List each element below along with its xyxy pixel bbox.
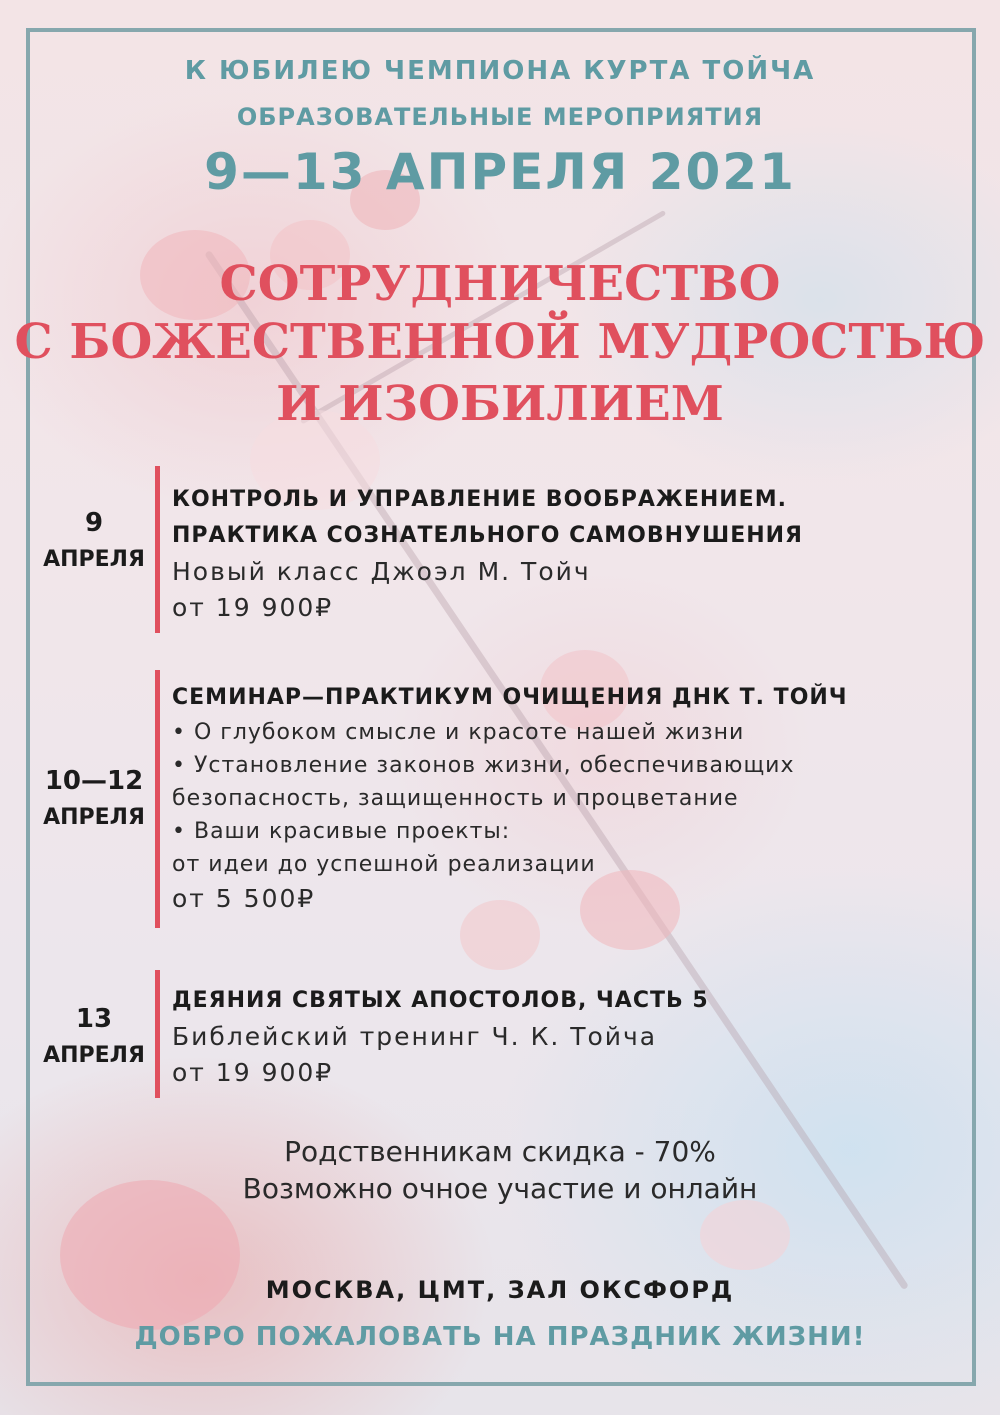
main-title-line-1: СОТРУДНИЧЕСТВО <box>219 256 781 312</box>
event-month: АПРЕЛЯ <box>43 805 145 830</box>
event-list-item: • О глубоком смысле и красоте нашей жизни <box>172 720 745 745</box>
event-list-item: безопасность, защищенность и процветание <box>172 786 739 811</box>
header-events: ОБРАЗОВАТЕЛЬНЫЕ МЕРОПРИЯТИЯ <box>236 103 764 131</box>
event-list-item: • Установление законов жизни, обеспечивающих <box>172 753 795 778</box>
event-date <box>30 504 158 578</box>
main-title-line-2: С БОЖЕСТВЕННОЙ МУДРОСТЬЮ <box>14 314 986 370</box>
format-note: Возможно очное участие и онлайн <box>242 1172 758 1205</box>
header-jubilee: К ЮБИЛЕЮ ЧЕМПИОНА КУРТА ТОЙЧА <box>184 56 816 86</box>
event-location: МОСКВА, ЦМТ, ЗАЛ ОКСФОРД <box>265 1276 735 1304</box>
event-subtitle: Новый класс Джоэл М. Тойч <box>172 557 591 586</box>
event-divider <box>155 970 160 1098</box>
event-heading: КОНТРОЛЬ И УПРАВЛЕНИЕ ВООБРАЖЕНИЕМ. <box>172 487 787 512</box>
event-heading: СЕМИНАР—ПРАКТИКУМ ОЧИЩЕНИЯ ДНК Т. ТОЙЧ <box>172 685 848 710</box>
event-list-item: • Ваши красивые проекты: <box>172 819 511 844</box>
event-day: 10—12 <box>44 766 144 796</box>
event-list-item: от идеи до успешной реализации <box>172 852 596 877</box>
main-title-line-3: И ИЗОБИЛИЕМ <box>276 376 724 432</box>
event-date <box>30 762 158 836</box>
event-date <box>30 1000 158 1074</box>
event-month: АПРЕЛЯ <box>43 1043 145 1068</box>
event-subtitle: Библейский тренинг Ч. К. Тойча <box>172 1022 658 1051</box>
event-price: от 19 900₽ <box>172 593 334 622</box>
event-day: 9 <box>84 508 104 538</box>
welcome-slogan: ДОБРО ПОЖАЛОВАТЬ НА ПРАЗДНИК ЖИЗНИ! <box>134 1322 866 1352</box>
event-price: от 19 900₽ <box>172 1058 334 1087</box>
event-block <box>172 983 709 1091</box>
discount-note: Родственникам скидка - 70% <box>284 1135 716 1168</box>
event-month: АПРЕЛЯ <box>43 547 145 572</box>
event-price: от 5 500₽ <box>172 884 316 913</box>
event-day: 13 <box>75 1004 113 1034</box>
header-dates: 9—13 АПРЕЛЯ 2021 <box>204 143 796 201</box>
event-heading: ДЕЯНИЯ СВЯТЫХ АПОСТОЛОВ, ЧАСТЬ 5 <box>172 988 709 1013</box>
event-heading: ПРАКТИКА СОЗНАТЕЛЬНОГО САМОВНУШЕНИЯ <box>172 523 803 548</box>
event-block <box>172 680 848 917</box>
event-divider <box>155 466 160 633</box>
event-divider <box>155 670 160 928</box>
event-block <box>172 482 803 626</box>
